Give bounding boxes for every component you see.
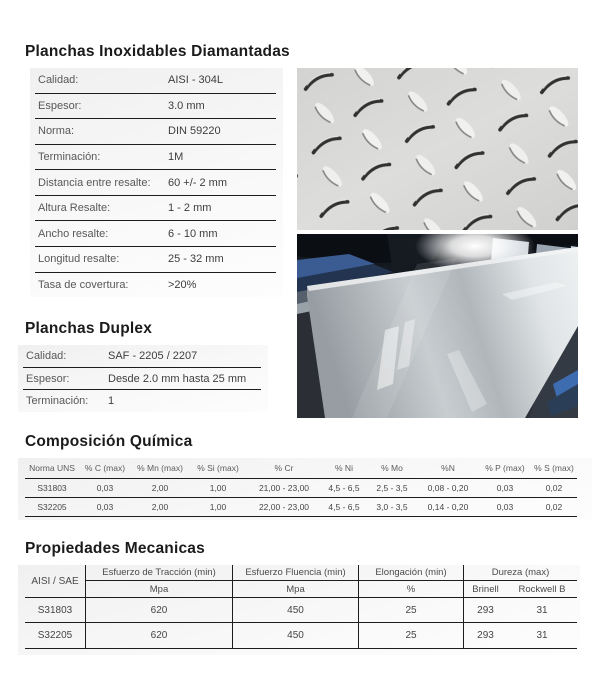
table-cell: 450 [232,623,358,649]
mech-table-grid [25,565,577,649]
table-cell: 0,03 [496,483,514,493]
section-title-propiedades: Propiedades Mecanicas [25,540,205,557]
table-header-row [25,458,577,479]
sub-header: Mpa [85,581,232,598]
table-cell: S32205 [37,502,67,512]
table-cell: 31 [507,598,577,623]
table-cell: 3,0 - 3,5 [376,502,408,512]
column-header: %N [441,463,455,473]
table-row [23,345,261,368]
table-row [25,498,577,517]
spec-label: Calidad: [38,74,79,87]
spec-label: Norma: [38,125,75,138]
table-row [35,68,276,94]
table-row [25,479,577,498]
sub-header: Brinell [463,581,507,598]
sub-header: Mpa [232,581,358,598]
group-header: Elongación (min) [358,565,463,581]
column-header: % Mo [381,463,403,473]
spec-value: 1M [168,150,184,163]
table-row [35,273,276,298]
table-row [23,368,261,391]
column-header: % S (max) [534,463,574,473]
table-cell: 620 [85,598,232,623]
stainless-sheets-photo [297,234,578,418]
spec-label: Terminación: [26,395,89,408]
table-cell: 0,02 [545,483,563,493]
spec-value: 1 - 2 mm [168,202,212,215]
chemical-composition-table [18,458,592,520]
spec-value: SAF - 2205 / 2207 [108,349,198,362]
column-header: Norma UNS [29,463,75,473]
spec-label: Distancia entre resalte: [38,176,151,189]
spec-label: Longitud resalte: [38,253,120,266]
table-cell: 0,14 - 0,20 [427,502,469,512]
table-cell: 25 [358,598,463,623]
table-cell: 25 [358,623,463,649]
column-header: % Cr [274,463,294,473]
section-title-duplex: Planchas Duplex [25,320,153,337]
spec-value: 3.0 mm [168,99,205,112]
table-row [35,119,276,145]
table-cell: 22,00 - 23,00 [258,502,310,512]
spec-label: Tasa de covertura: [38,278,129,291]
table-cell: S31803 [37,483,67,493]
diamond-plate-photo [297,68,578,230]
table-cell: 0,03 [96,502,114,512]
column-header: AISI / SAE [25,565,85,598]
table-cell: S32205 [25,623,85,649]
table-cell: 0,08 - 0,20 [427,483,469,493]
table-cell: 2,00 [151,483,169,493]
table-row [35,221,276,247]
spec-value: 60 +/- 2 mm [168,176,227,189]
column-header: % Ni [335,463,353,473]
column-header: % C (max) [84,463,126,473]
table-cell: 0,03 [96,483,114,493]
table-cell: 2,5 - 3,5 [376,483,408,493]
table-row [35,94,276,120]
spec-label: Terminación: [38,150,101,163]
table-cell: 4,5 - 6,5 [328,483,360,493]
section-title-diamantadas: Planchas Inoxidables Diamantadas [25,43,290,60]
spec-value: 6 - 10 mm [168,227,218,240]
duplex-spec-table [18,345,268,412]
table-cell: 21,00 - 23,00 [258,483,310,493]
spec-value: AISI - 304L [168,74,224,87]
spec-label: Ancho resalte: [38,227,109,240]
spec-value: Desde 2.0 mm hasta 25 mm [108,372,247,385]
table-cell: 0,03 [496,502,514,512]
table-cell: 31 [507,623,577,649]
spec-label: Calidad: [26,349,67,362]
table-row [35,145,276,171]
sub-header: Rockwell B [507,581,577,598]
table-cell: 450 [232,598,358,623]
sub-header: % [358,581,463,598]
spec-value: >20% [168,278,197,291]
spec-value: 25 - 32 mm [168,253,224,266]
table-cell: 620 [85,623,232,649]
diamantadas-spec-table [30,68,283,297]
table-cell: 4,5 - 6,5 [328,502,360,512]
table-row [35,247,276,273]
mechanical-properties-table [18,565,580,655]
section-title-composicion: Composición Química [25,433,193,450]
table-row [35,196,276,222]
column-header: % P (max) [485,463,525,473]
table-cell: S31803 [25,598,85,623]
spec-label: Espesor: [38,99,82,112]
table-row [23,390,261,412]
table-cell: 1,00 [209,502,227,512]
table-cell: 1,00 [209,483,227,493]
group-header: Dureza (max) [463,565,577,581]
column-header: % Mn (max) [137,463,183,473]
group-header: Esfuerzo Fluencia (min) [232,565,358,581]
spec-label: Altura Resalte: [38,202,111,215]
table-cell: 0,02 [545,502,563,512]
spec-label: Espesor: [26,372,70,385]
table-cell: 293 [463,598,507,623]
group-header: Esfuerzo de Tracción (min) [85,565,232,581]
column-header: % Si (max) [197,463,239,473]
spec-value: DIN 59220 [168,125,221,138]
table-cell: 2,00 [151,502,169,512]
spec-value: 1 [108,395,115,408]
table-cell: 293 [463,623,507,649]
table-row [35,170,276,196]
